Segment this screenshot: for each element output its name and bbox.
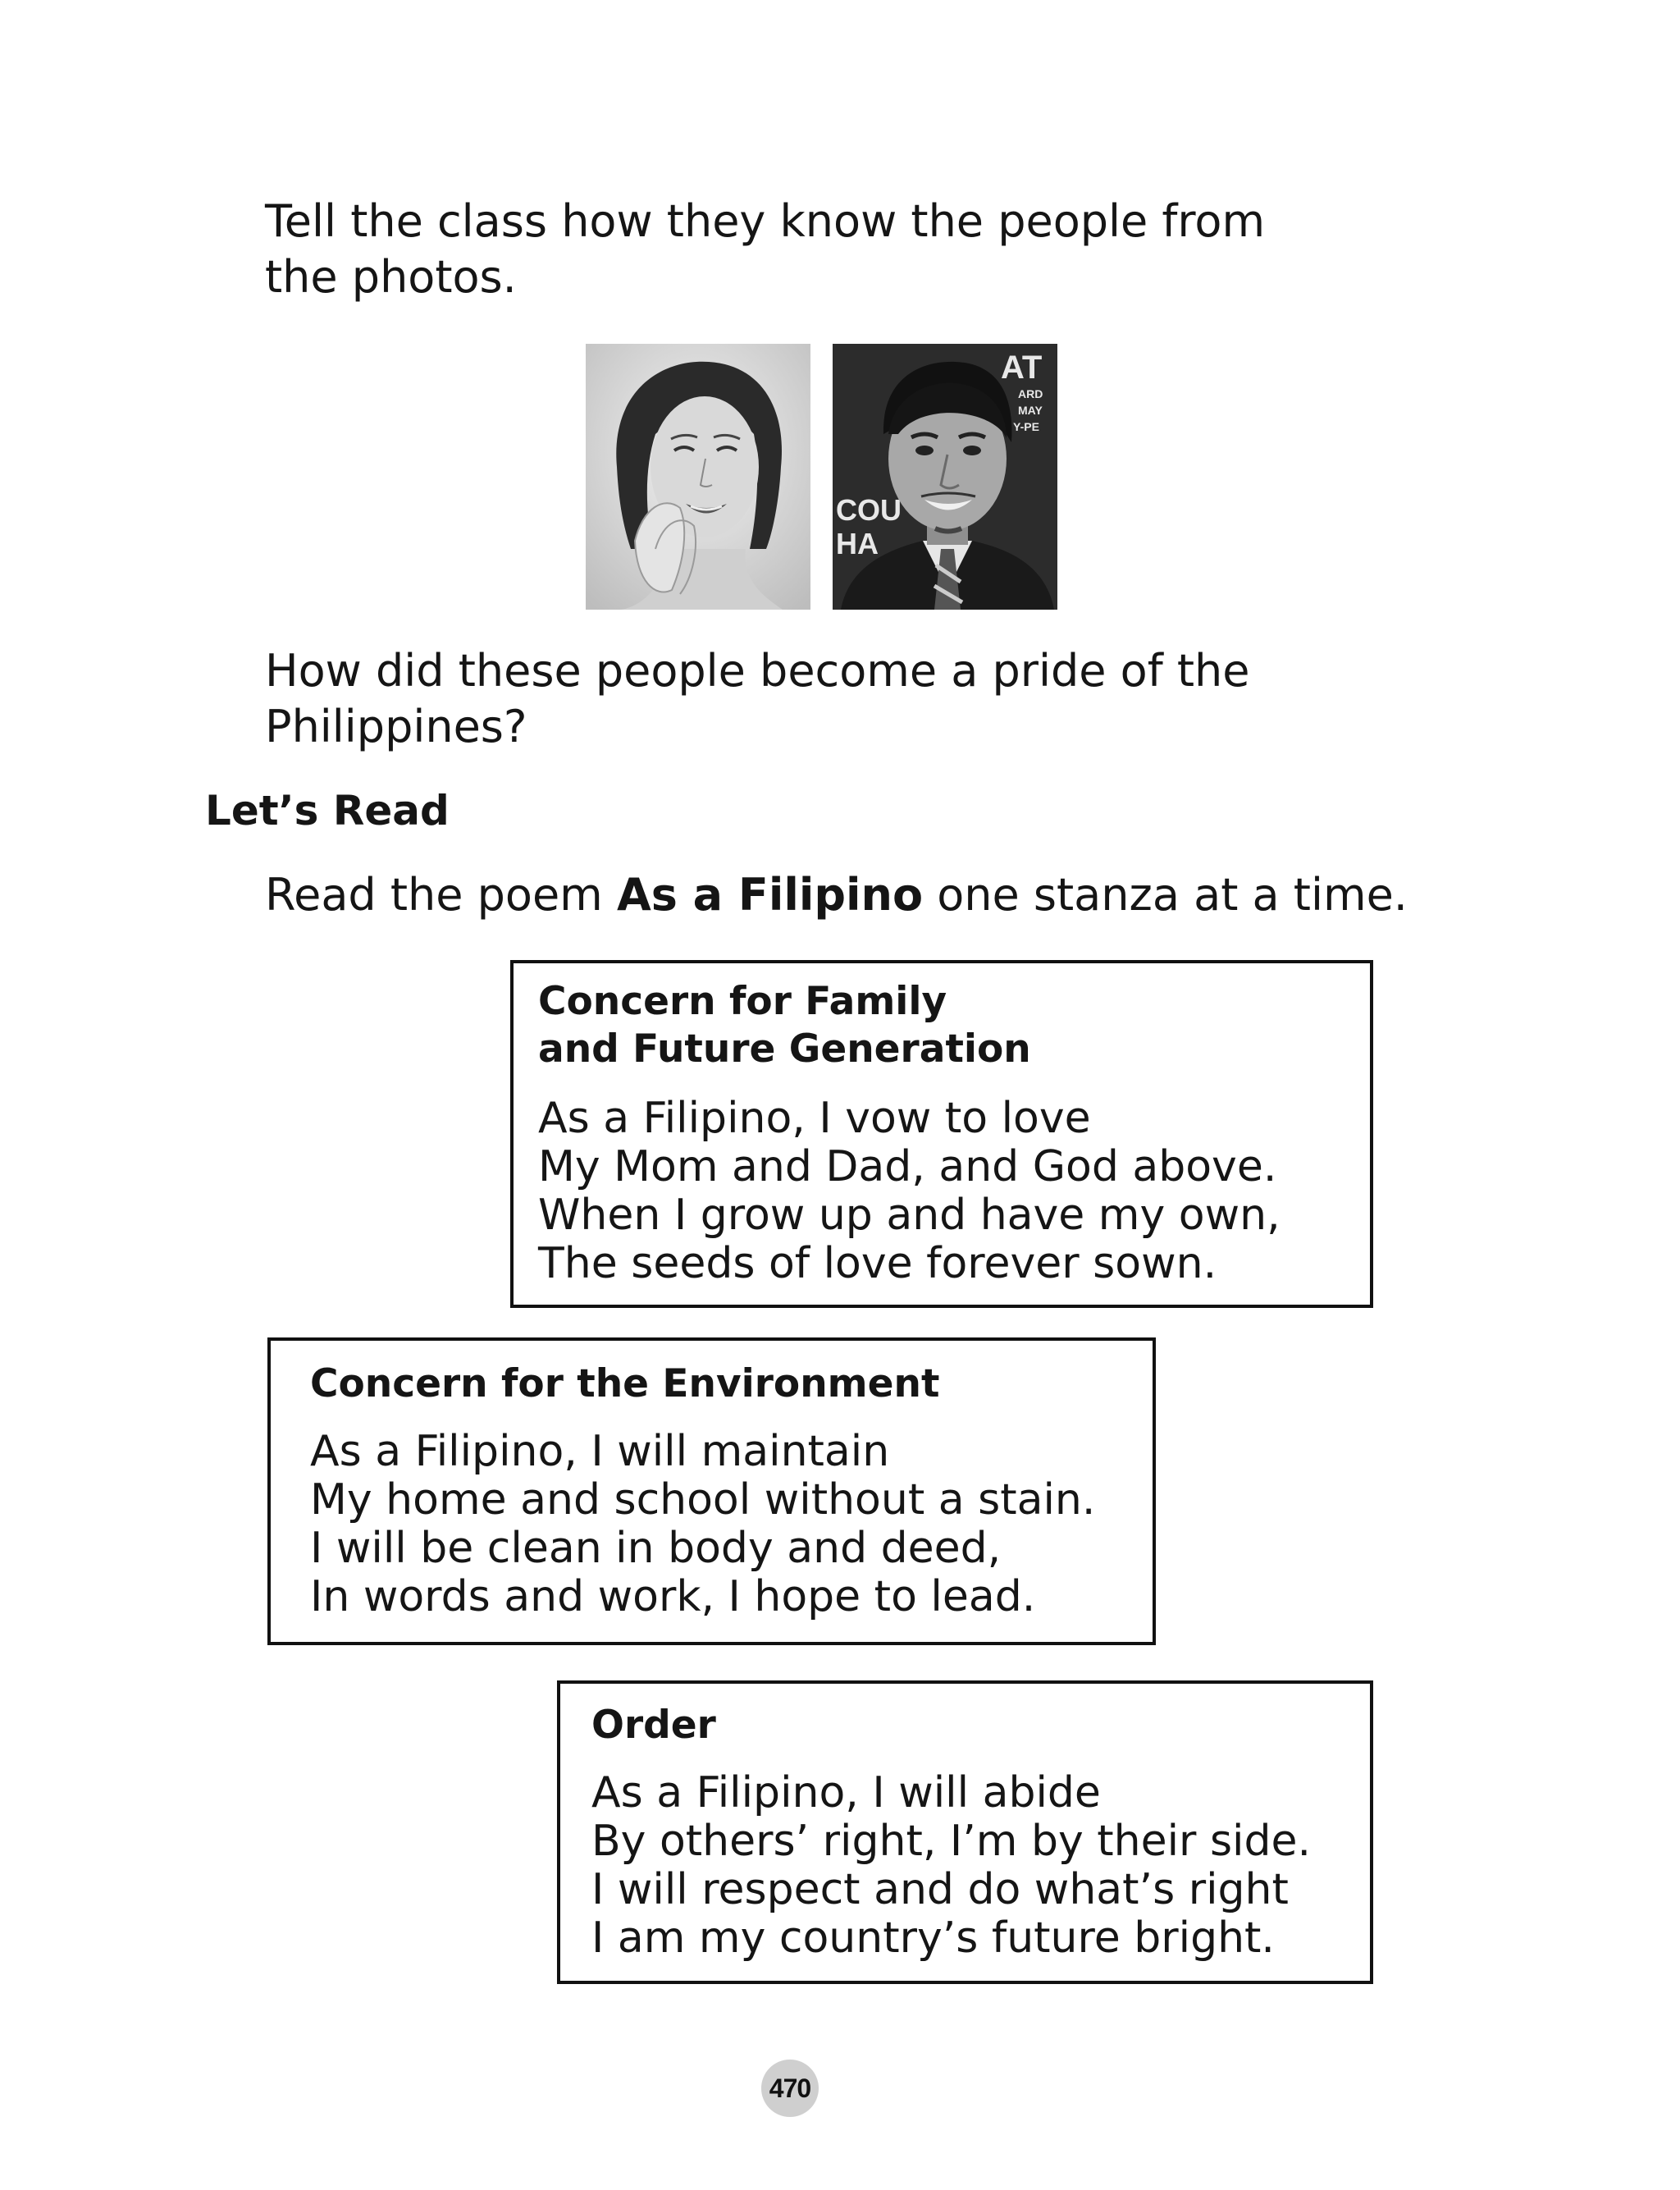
- svg-text:AT: AT: [1001, 350, 1043, 386]
- svg-text:Y-PE: Y-PE: [1013, 420, 1039, 433]
- page-number: 470: [761, 2060, 819, 2117]
- stanza-lines: As a Filipino, I will maintain My home and school without a stain. I will be clean in body and deed, In words and work, I hope to lead.: [310, 1427, 1096, 1621]
- read-instruction-after: one stanza at a time.: [923, 869, 1408, 921]
- stanza-lines: As a Filipino, I vow to love My Mom and Dad, and God above. When I grow up and have my own, The seeds of love forever sown.: [538, 1094, 1281, 1288]
- svg-text:HA: HA: [836, 527, 879, 560]
- read-instruction-before: Read the poem: [265, 869, 617, 921]
- stanza-title: Concern for the Environment: [310, 1361, 940, 1406]
- stanza-title: Order: [591, 1703, 716, 1748]
- svg-text:MAY: MAY: [1018, 404, 1043, 417]
- lets-read-heading: Let’s Read: [205, 787, 450, 834]
- stanza-lines: As a Filipino, I will abide By others’ right, I’m by their side. I will respect and do what’s right I am my country’s future bright.: [591, 1768, 1312, 1963]
- stanza-title: Concern for Family and Future Generation: [538, 979, 1031, 1072]
- stanza-box-environment: [267, 1337, 1156, 1645]
- svg-text:COU: COU: [836, 493, 902, 527]
- question-text: How did these people become a pride of the Philippines?: [265, 645, 1250, 752]
- portrait-man-photo: [833, 344, 1057, 610]
- stanza-box-order: [557, 1680, 1373, 1984]
- stanza-box-family: [510, 960, 1373, 1308]
- svg-text:ARD: ARD: [1018, 387, 1043, 400]
- read-instruction: [265, 867, 1408, 923]
- poem-title: As a Filipino: [616, 869, 924, 921]
- portrait-woman-photo: [586, 344, 810, 610]
- instruction-text: Tell the class how they know the people from the photos.: [265, 195, 1266, 303]
